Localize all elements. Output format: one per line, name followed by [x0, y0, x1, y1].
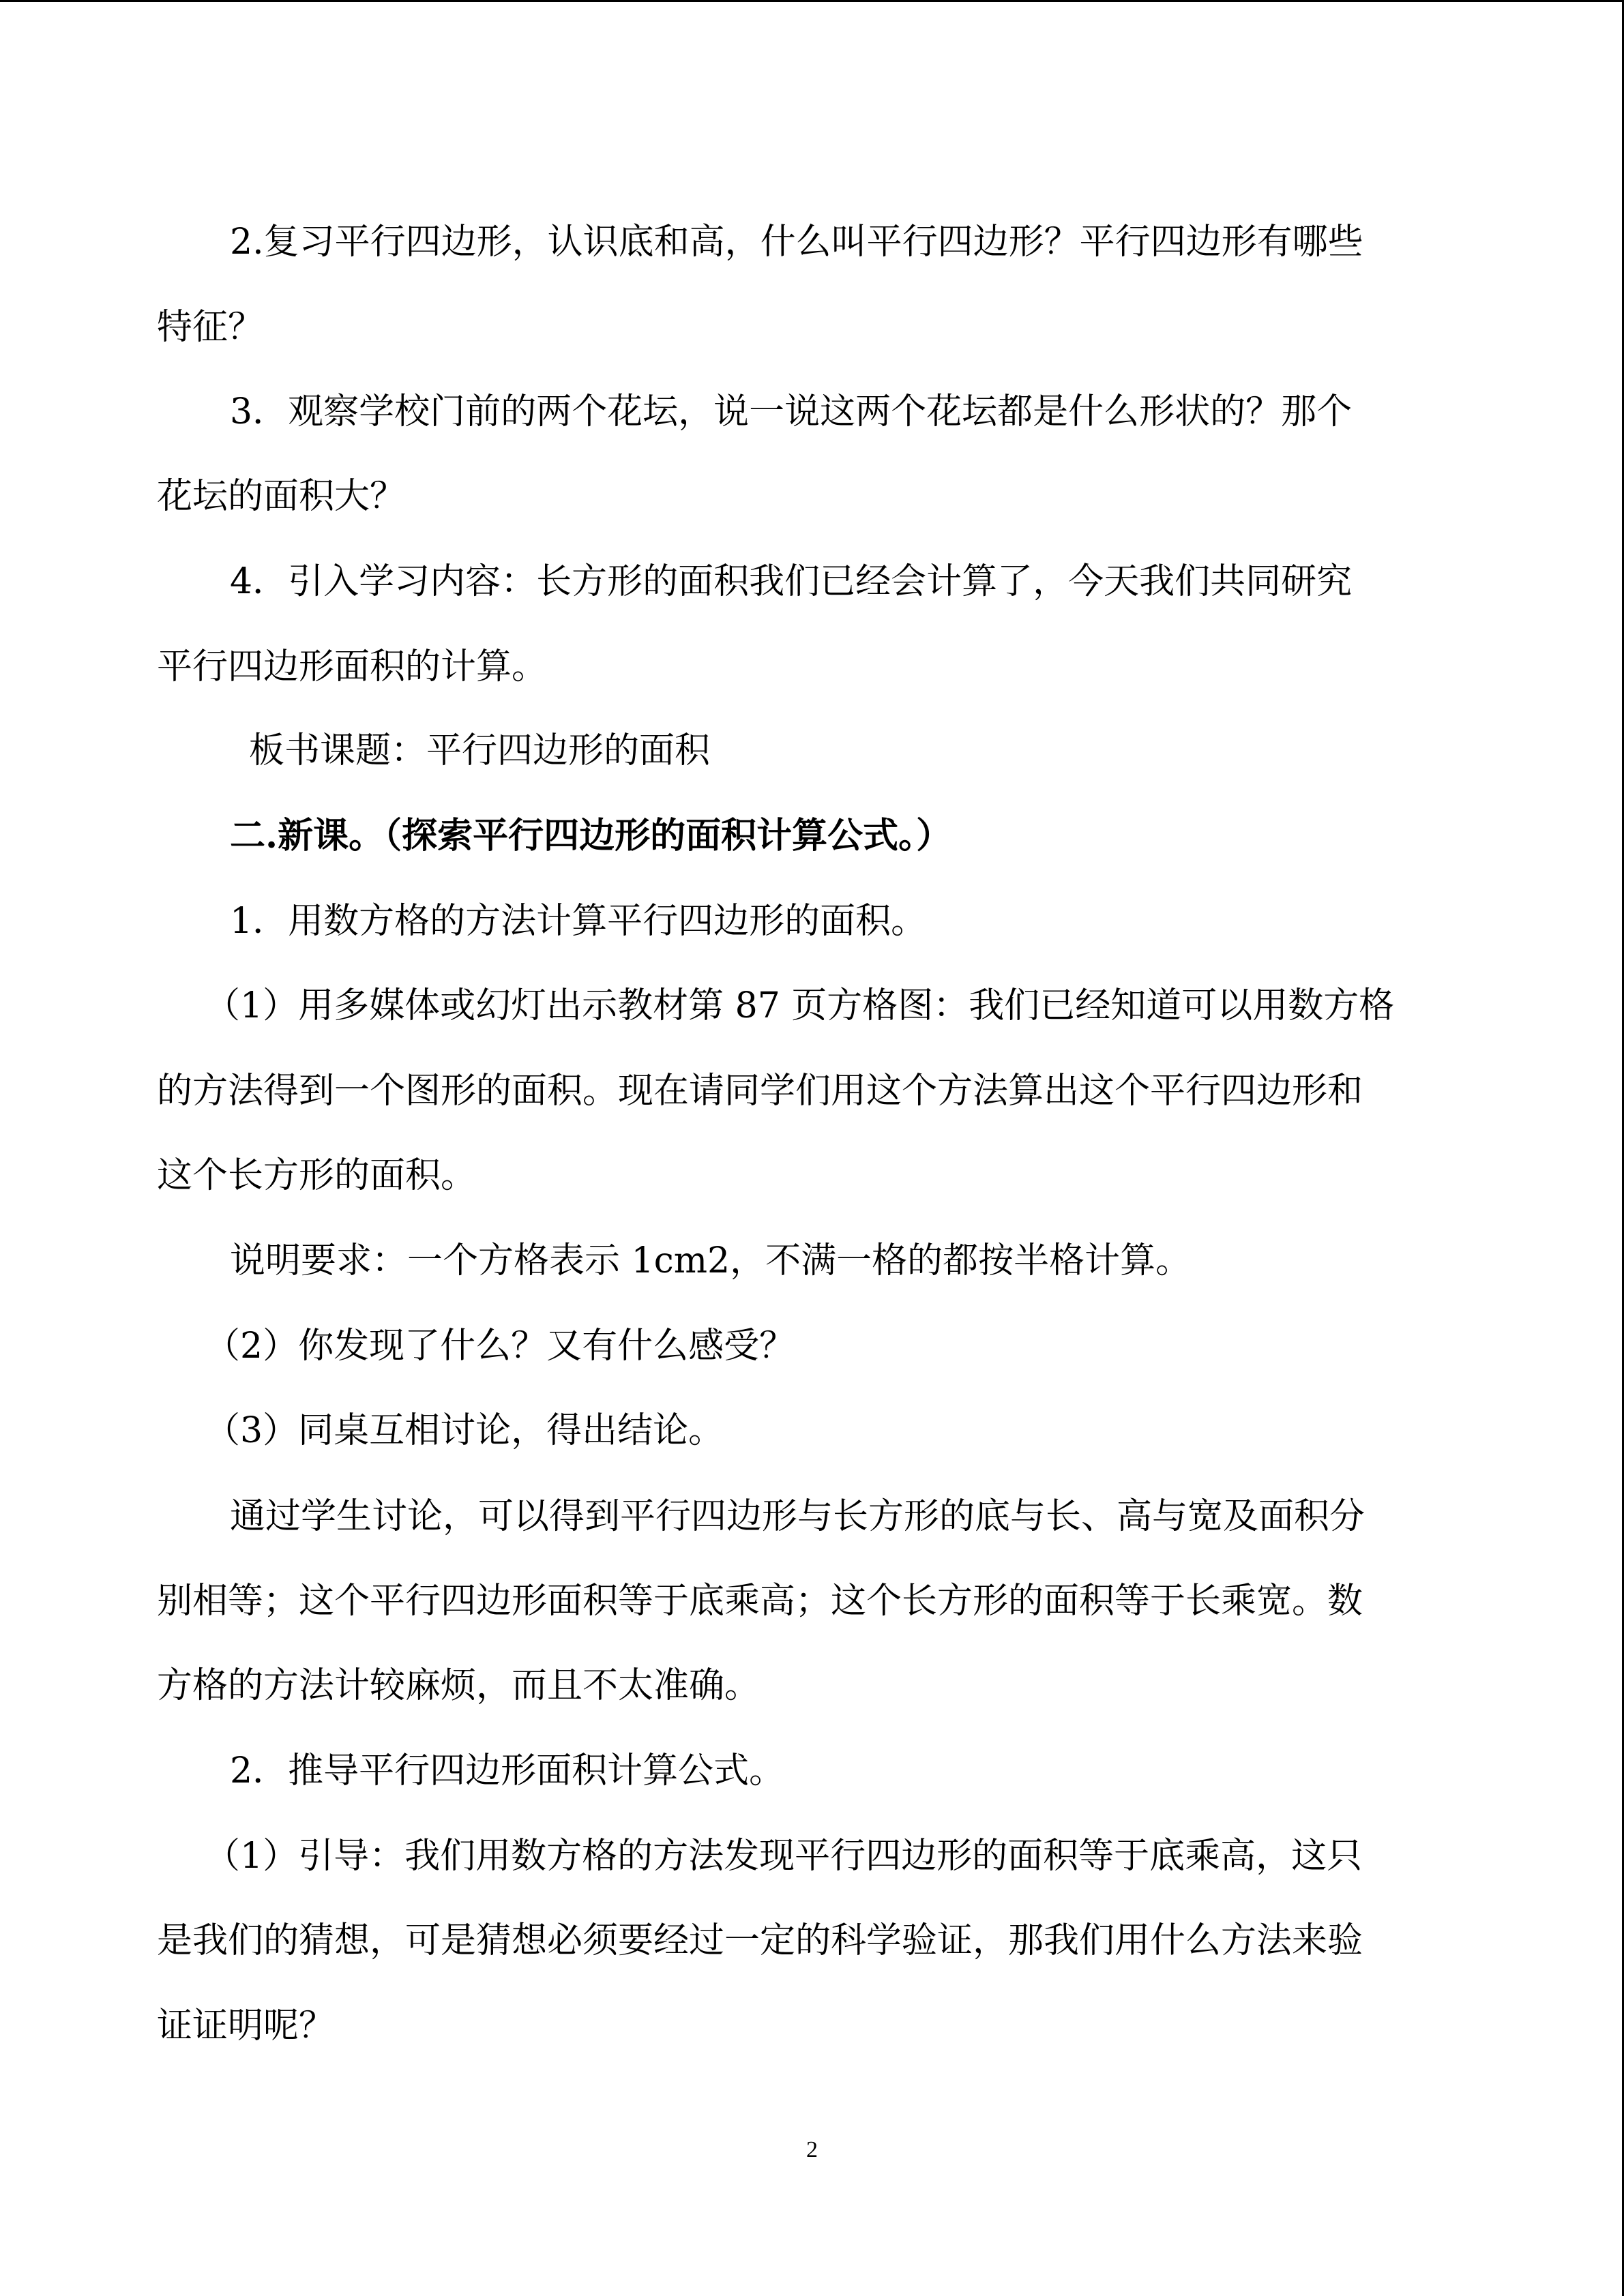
paragraph-line: 别相等；这个平行四边形面积等于底乘高；这个长方形的面积等于长乘宽。数	[157, 1581, 1363, 1622]
paragraph-line: 特征？	[157, 307, 264, 348]
paragraph-line: 2．推导平行四边形面积计算公式。	[230, 1750, 785, 1791]
paragraph-line: 的方法得到一个图形的面积。现在请同学们用这个方法算出这个平行四边形和	[157, 1071, 1363, 1112]
paragraph-line: 3．观察学校门前的两个花坛，说一说这两个花坛都是什么形状的？那个	[230, 391, 1353, 432]
paragraph-line: 这个长方形的面积。	[157, 1155, 477, 1196]
paragraph-line: 是我们的猜想，可是猜想必须要经过一定的科学验证，那我们用什么方法来验	[157, 1920, 1363, 1961]
section-heading: 二.新课。（探索平行四边形的面积计算公式。）	[230, 815, 952, 856]
paragraph-line: （2）你发现了什么？又有什么感受？	[205, 1326, 795, 1367]
board-title-line: 板书课题：平行四边形的面积	[249, 730, 711, 771]
paragraph-line: 通过学生讨论，可以得到平行四边形与长方形的底与长、高与宽及面积分	[230, 1496, 1365, 1537]
paragraph-line: 1．用数方格的方法计算平行四边形的面积。	[230, 901, 927, 942]
paragraph-line: （1）用多媒体或幻灯出示教材第 87 页方格图：我们已经知道可以用数方格	[205, 985, 1395, 1026]
page-number: 2	[806, 2137, 818, 2162]
paragraph-line: （1）引导：我们用数方格的方法发现平行四边形的面积等于底乘高，这只	[205, 1836, 1363, 1877]
paragraph-line: 说明要求：一个方格表示 1cm2，不满一格的都按半格计算。	[230, 1240, 1192, 1281]
paragraph-line: 2.复习平行四边形，认识底和高，什么叫平行四边形？平行四边形有哪些	[230, 222, 1363, 263]
paragraph-line: 花坛的面积大？	[157, 476, 406, 517]
paragraph-line: 证证明呢？	[157, 2006, 335, 2046]
paragraph-line: 平行四边形面积的计算。	[157, 646, 548, 687]
paragraph-line: 方格的方法计较麻烦，而且不太准确。	[157, 1665, 761, 1706]
paragraph-line: 4．引入学习内容：长方形的面积我们已经会计算了，今天我们共同研究	[230, 561, 1353, 602]
paragraph-line: （3）同桌互相讨论，得出结论。	[205, 1410, 724, 1451]
